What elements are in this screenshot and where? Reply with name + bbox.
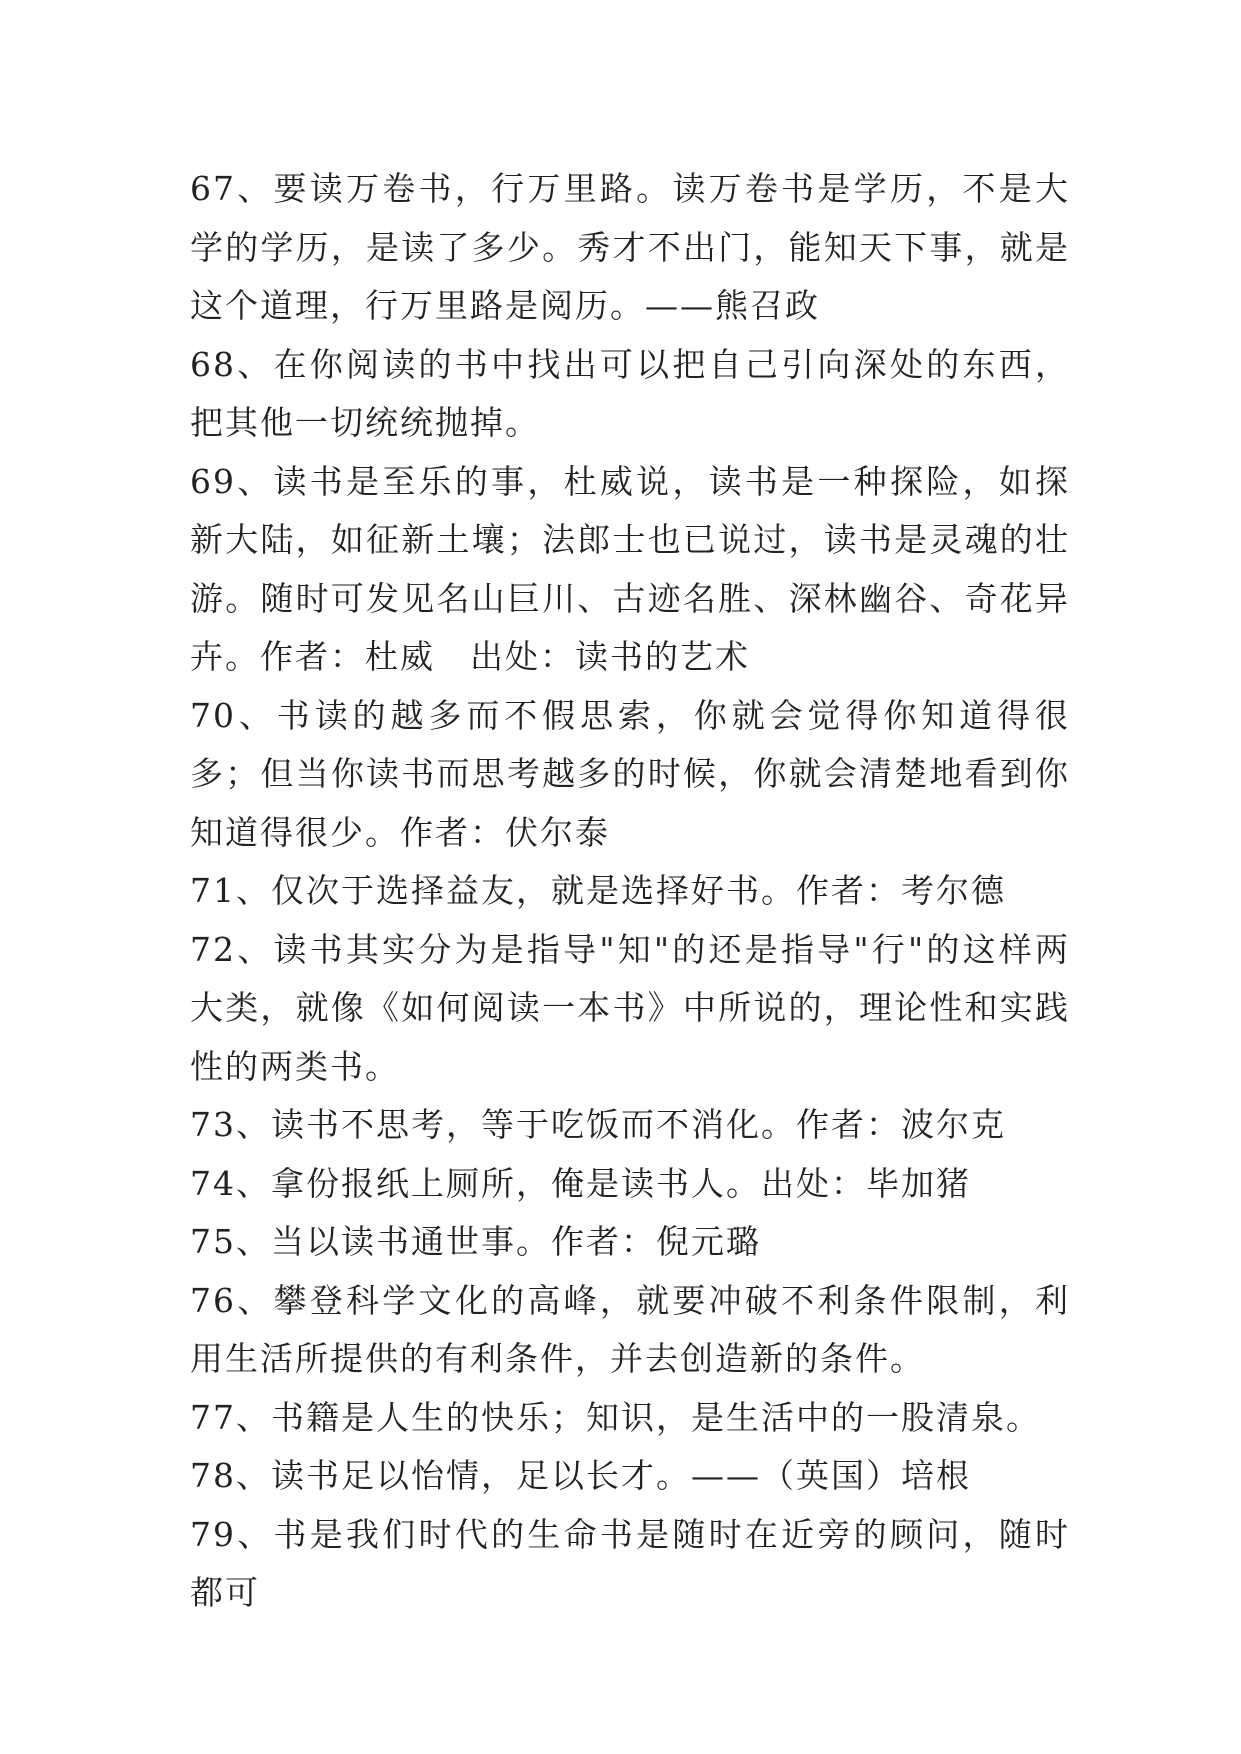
quote-entry-71: 71、仅次于选择益友，就是选择好书。作者：考尔德 <box>190 871 1006 910</box>
quote-entry-73: 73、读书不思考，等于吃饭而不消化。作者：波尔克 <box>190 1105 1006 1144</box>
document-body <box>190 160 1070 1623</box>
quote-entry-76: 76、攀登科学文化的高峰，就要冲破不利条件限制，利用生活所提供的有利条件，并去创造新的条件。 <box>190 1280 1070 1378</box>
quote-entry-77: 77、书籍是人生的快乐；知识，是生活中的一股清泉。 <box>190 1397 1041 1437</box>
quote-entry-68: 68、在你阅读的书中找出可以把自己引向深处的东西，把其他一切统统抛掉。 <box>190 344 1070 442</box>
quote-entry-67: 67、要读万卷书，行万里路。读万卷书是学历，不是大学的学历，是读了多少。秀才不出门，能知天下事，就是这个道理，行万里路是阅历。——熊召政 <box>190 169 1070 325</box>
quote-entry-74: 74、拿份报纸上厕所，俺是读书人。出处：毕加猪 <box>190 1163 971 1203</box>
quote-entry-69: 69、读书是至乐的事，杜威说，读书是一种探险，如探新大陆，如征新土壤；法郎士也已说过，读书是灵魂的壮游。随时可发见名山巨川、古迹名胜、深林幽谷、奇花异卉。作者：杜威 出处：读书的艺术 <box>190 461 1070 676</box>
quote-entry-70: 70、书读的越多而不假思索，你就会觉得你知道得很多；但当你读书而思考越多的时候，你就会清楚地看到你知道得很少。作者：伏尔泰 <box>190 695 1070 852</box>
quote-entry-75: 75、当以读书通世事。作者：倪元璐 <box>190 1222 761 1261</box>
quote-entry-79: 79、书是我们时代的生命书是随时在近旁的顾问，随时都可 <box>190 1514 1070 1612</box>
quote-entry-72: 72、读书其实分为是指导"知"的还是指导"行"的这样两大类，就像《如何阅读一本书》中所说的，理论性和实践性的两类书。 <box>190 929 1070 1086</box>
quote-entry-78: 78、读书足以怡情，足以长才。——（英国）培根 <box>190 1456 971 1495</box>
